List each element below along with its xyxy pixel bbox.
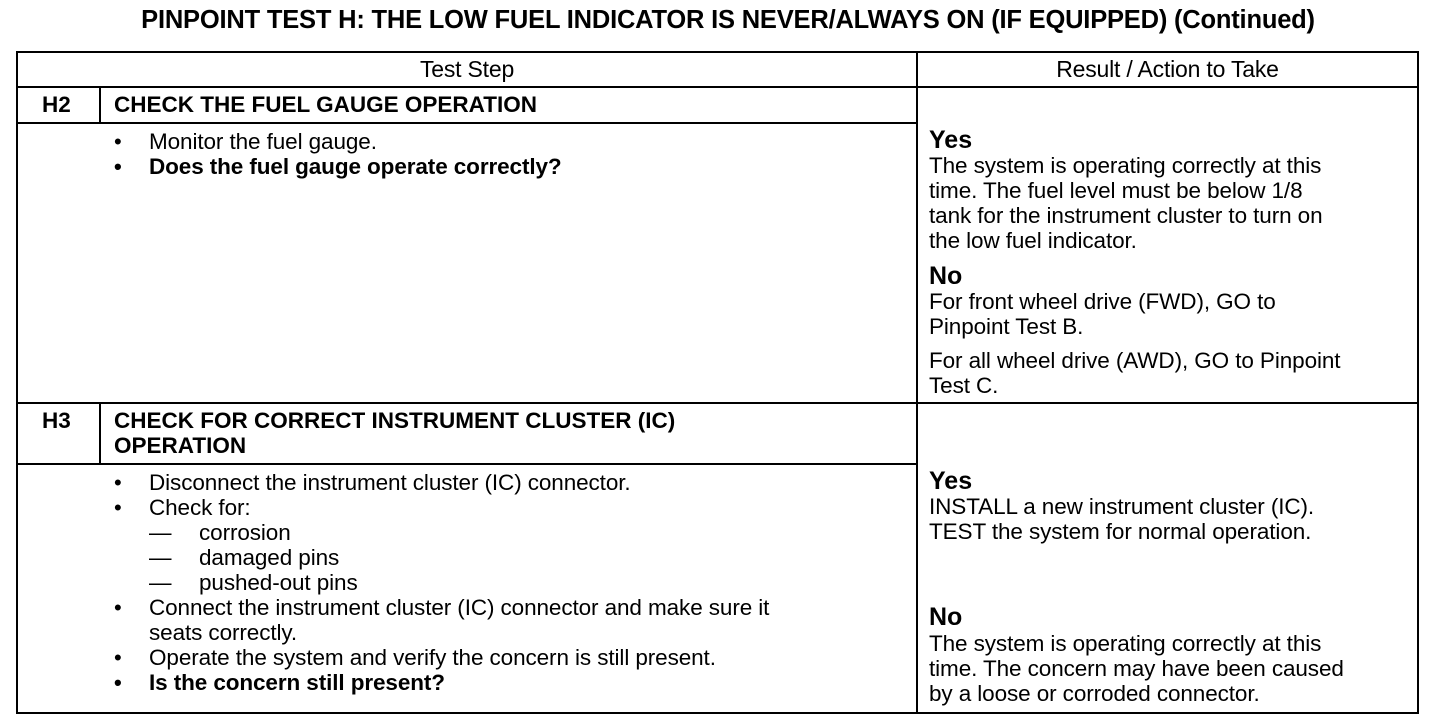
h3-title-underline (16, 463, 918, 465)
h2-title-underline (16, 122, 918, 124)
bullet: • (114, 670, 122, 695)
header-divider (16, 86, 1419, 88)
bullet: • (114, 154, 122, 179)
h3-sub-item: pushed-out pins (199, 570, 358, 595)
h3-yes-line: TEST the system for normal operation. (929, 519, 1312, 544)
h3-yes-label: Yes (929, 467, 973, 495)
h2-no-line: Test C. (929, 373, 999, 398)
table-border-bottom (16, 712, 1419, 714)
column-divider (916, 51, 918, 714)
h3-step-3: Connect the instrument cluster (IC) connector and make sure it (149, 595, 770, 620)
h3-no-line: by a loose or corroded connector. (929, 681, 1260, 706)
h3-no-label: No (929, 603, 963, 631)
h2-no-line: For all wheel drive (AWD), GO to Pinpoint (929, 348, 1341, 373)
dash: — (149, 570, 172, 595)
h3-step-2: Check for: (149, 495, 251, 520)
h2-step-id: H2 (42, 92, 71, 117)
dash: — (149, 545, 172, 570)
bullet: • (114, 595, 122, 620)
bullet: • (114, 645, 122, 670)
h2-yes-line: The system is operating correctly at this (929, 153, 1322, 178)
dash: — (149, 520, 172, 545)
h3-step-3-cont: seats correctly. (149, 620, 298, 645)
h3-sub-item: corrosion (199, 520, 291, 545)
page-title: PINPOINT TEST H: THE LOW FUEL INDICATOR IS NEVER/ALWAYS ON (IF EQUIPPED) (Continued) (141, 6, 1315, 34)
h2-no-label: No (929, 262, 963, 290)
table-border-right (1417, 51, 1419, 714)
h2-no-line: Pinpoint Test B. (929, 314, 1084, 339)
h3-step-1: Disconnect the instrument cluster (IC) connector. (149, 470, 631, 495)
h3-step-title: OPERATION (114, 433, 247, 458)
h3-yes-line: INSTALL a new instrument cluster (IC). (929, 494, 1315, 519)
h3-step-4: Operate the system and verify the concern is still present. (149, 645, 716, 670)
h3-question: Is the concern still present? (149, 670, 445, 695)
row-divider (16, 402, 1419, 404)
h2-question: Does the fuel gauge operate correctly? (149, 154, 562, 179)
table-border-left (16, 51, 18, 714)
h2-yes-line: tank for the instrument cluster to turn on (929, 203, 1323, 228)
bullet: • (114, 470, 122, 495)
h2-yes-line: the low fuel indicator. (929, 228, 1137, 253)
header-test-step: Test Step (419, 56, 515, 82)
table-border-top (16, 51, 1419, 53)
h3-step-title: CHECK FOR CORRECT INSTRUMENT CLUSTER (IC) (114, 408, 676, 433)
h2-no-line: For front wheel drive (FWD), GO to (929, 289, 1276, 314)
h2-step-title: CHECK THE FUEL GAUGE OPERATION (114, 92, 537, 117)
h2-step-1: Monitor the fuel gauge. (149, 129, 377, 154)
h2-id-divider (99, 87, 101, 123)
h3-sub-item: damaged pins (199, 545, 340, 570)
h3-step-id: H3 (42, 408, 71, 433)
h3-id-divider (99, 403, 101, 464)
header-result: Result / Action to Take (1056, 56, 1279, 82)
bullet: • (114, 495, 122, 520)
h2-yes-line: time. The fuel level must be below 1/8 (929, 178, 1303, 203)
bullet: • (114, 129, 122, 154)
h3-no-line: time. The concern may have been caused (929, 656, 1344, 681)
h3-no-line: The system is operating correctly at this (929, 631, 1322, 656)
h2-yes-label: Yes (929, 126, 973, 154)
